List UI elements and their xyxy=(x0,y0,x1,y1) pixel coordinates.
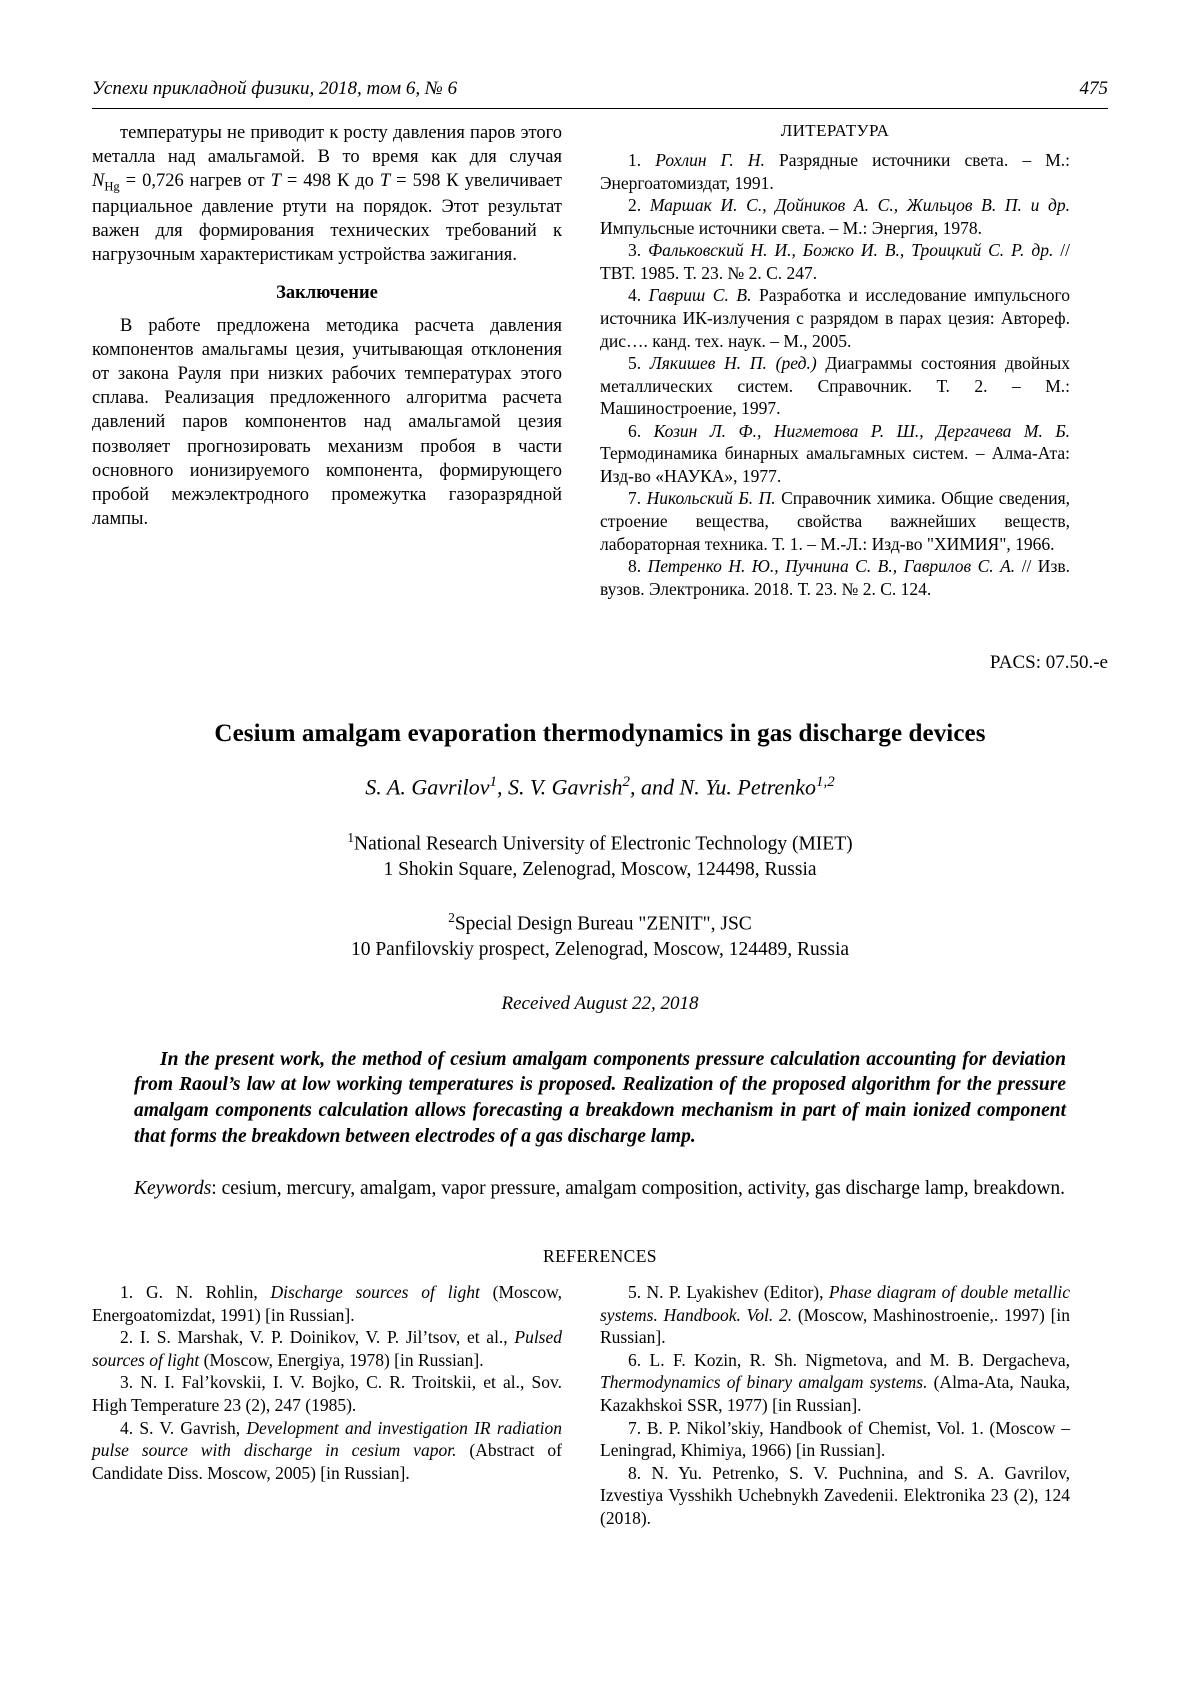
reference-number: 4. xyxy=(120,1417,134,1438)
reference-number: 7. xyxy=(628,488,642,509)
reference-number: 6. xyxy=(628,420,642,441)
reference-number: 3. xyxy=(120,1372,134,1393)
reference-item xyxy=(92,1281,562,1326)
reference-text: N. I. Fal’kovskii, I. V. Bojko, C. R. Troitskii, et al., Sov. High Temperature xyxy=(92,1372,562,1415)
reference-title: Thermodynamics of binary amalgam systems. xyxy=(600,1372,928,1393)
reference-item xyxy=(92,1371,562,1416)
reference-rest: // Изв. вузов. Электроника. 2018. Т. 23. № 2. С. 124. xyxy=(600,556,1070,599)
english-title: Cesium amalgam evaporation thermodynamics in gas discharge devices xyxy=(214,720,986,748)
reference-item xyxy=(600,1417,1070,1462)
reference-tail: (Moscow, Energiya, 1978) [in Russian]. xyxy=(199,1349,484,1370)
reference-text: N. P. Lyakishev (Editor), xyxy=(646,1282,829,1303)
reference-item xyxy=(600,194,1070,239)
reference-authors: Никольский Б. П. xyxy=(646,488,776,509)
english-references-left xyxy=(92,1281,562,1529)
reference-number: 2. xyxy=(120,1327,134,1348)
reference-title: Development and investigation IR radiation pulse source with discharge in cesium vapor. xyxy=(92,1417,563,1461)
body-paragraph-1: температуры не приводит к росту давления паров этого металла над амальгамой. В то время как для случая $N_{Hg} = 0,726$ нагрев от T = 498 К до T = 598 К увеличивает парциальное давление ртути на порядок. Этот результат важен для формирования технических требований к нагрузочным характеристикам устройства зажигания. xyxy=(92,123,563,266)
english-references xyxy=(92,1281,1108,1529)
keywords xyxy=(134,1176,1066,1202)
reference-item xyxy=(600,1349,1070,1417)
reference-rest: Разрядные источники света. – М.: Энергоатомиздат, 1991. xyxy=(600,150,1071,193)
left-column xyxy=(92,121,562,531)
references-heading-ru: ЛИТЕРАТУРА xyxy=(780,121,890,140)
reference-item xyxy=(600,1281,1070,1349)
reference-item xyxy=(92,1417,562,1485)
reference-rest: Справочник химика. Общие сведения, строение вещества, свойства важнейших веществ, лабораторная техника. Т. 1. – М.-Л.: Изд-во "ХИМИЯ", 1966. xyxy=(600,488,1071,554)
reference-item xyxy=(600,149,1070,194)
reference-number: 4. xyxy=(628,285,642,306)
reference-number: 8. xyxy=(628,556,642,577)
english-authors: S. A. Gavrilov$^1$, S. V. Gavrish$^2$, and N. Yu. Petrenko$^{1,2}$ xyxy=(365,774,835,800)
journal-reference: Успехи прикладной физики, 2018, том 6, № 6 xyxy=(92,78,458,99)
reference-tail: (Moscow, Mashinostroenie,. 1997) [in Russian]. xyxy=(600,1304,1071,1348)
reference-tail: (Abstract of Candidate Diss. Moscow, 2005) [in Russian]. xyxy=(92,1440,562,1483)
header-divider xyxy=(92,108,1108,109)
reference-title: Pulsed sources of light xyxy=(92,1327,563,1370)
reference-rest: Импульсные источники света. – М.: Энергия, 1978. xyxy=(600,217,982,238)
reference-item xyxy=(600,1462,1070,1530)
reference-authors: Рохлин Г. Н. xyxy=(655,150,765,170)
reference-number: 2. xyxy=(628,195,642,216)
reference-authors: Лякишев Н. П. (ред.) xyxy=(649,353,817,374)
reference-tail: 23 (2), 124 (2018). xyxy=(600,1485,1070,1528)
reference-number: 8. xyxy=(628,1462,642,1483)
page-number: 475 xyxy=(1079,78,1108,99)
affiliation-1-line-2: 1 Shokin Square, Zelenograd, Moscow, 124498, Russia xyxy=(383,858,817,880)
reference-item xyxy=(600,487,1070,555)
reference-title: Phase diagram of double metallic systems. Handbook. Vol. 2. xyxy=(600,1282,1070,1325)
reference-number: 5. xyxy=(628,353,642,374)
reference-tail: 23 (2), 247 (1985). xyxy=(223,1394,357,1415)
english-references-right xyxy=(600,1281,1070,1529)
reference-tail: (Moscow, Energoatomizdat, 1991) [in Russian]. xyxy=(92,1282,562,1325)
reference-authors: Фальковский Н. И., Божко И. В., Троицкий С. Р. др. xyxy=(648,240,1054,261)
reference-tail: (Alma-Ata, Nauka, Kazakhskoi SSR, 1977) [in Russian]. xyxy=(600,1372,1070,1415)
reference-item xyxy=(600,352,1070,420)
pacs-code: PACS: 07.50.-e xyxy=(989,652,1108,674)
reference-number: 1. xyxy=(628,150,642,170)
reference-rest: Разработка и исследование импульсного источника ИК-излучения с разрядом в парах цезия: Автореф. дис…. канд. тех. наук. – М., 2005. xyxy=(600,285,1070,351)
conclusion-heading: Заключение xyxy=(276,283,378,304)
references-heading-en: REFERENCES xyxy=(543,1246,657,1267)
affiliation-2: $^2$Special Design Bureau "ZENIT", JSC 10 Panfilovskiy prospect, Zelenograd, Moscow, 124489, Russia xyxy=(350,909,850,960)
reference-number: 6. xyxy=(628,1349,642,1370)
body-paragraph-2: В работе предложена методика расчета давления компонентов амальгамы цезия, учитывающая отклонения от закона Рауля при низких рабочих температурах этого сплава. Реализация предложенного алгоритма расчета давлений паров компонентов над амальгамой цезия позволяет прогнозировать механизм пробоя в части основного ионизируемого компонента, формирующего пробой межэлектродного промежутка газоразрядной лампы. xyxy=(92,316,562,529)
reference-text: N. Yu. Petrenko, S. V. Puchnina, and S. A. Gavrilov, Izvestiya Vysshikh Uchebnykh Zavedenii. Elektronika xyxy=(600,1462,1070,1506)
abstract: In the present work, the method of cesium amalgam components pressure calculation accounting for deviation from Raoul’s law at low working temperatures is proposed. Realization of the proposed algorithm for the pressure amalgam components calculation allows forecasting a breakdown mechanism in part of main ionized component that forms the breakdown between electrodes of a gas discharge lamp. xyxy=(134,1048,1066,1148)
reference-item xyxy=(600,420,1070,488)
affiliation-2-line-1: Special Design Bureau "ZENIT", JSC xyxy=(454,913,752,935)
reference-text: G. N. Rohlin, xyxy=(145,1282,271,1303)
reference-authors: Козин Л. Ф., Нигметова Р. Ш., Дергачева М. Б. xyxy=(653,420,1071,441)
affiliation-2-line-2: 10 Panfilovskiy prospect, Zelenograd, Moscow, 124489, Russia xyxy=(350,938,850,960)
reference-rest: Диаграммы состояния двойных металлических систем. Справочник. Т. 2. – М.: Машиностроение, 1997. xyxy=(600,353,1071,419)
reference-number: 1. xyxy=(120,1282,134,1303)
keywords-label: Keywords xyxy=(134,1178,212,1200)
reference-text: I. S. Marshak, V. P. Doinikov, V. P. Jil’tsov, et al., xyxy=(139,1327,515,1348)
reference-authors: Маршак И. С., Дойников А. С., Жильцов В. П. и др. xyxy=(649,195,1070,216)
reference-number: 3. xyxy=(628,240,642,261)
reference-authors: Гавриш С. В. xyxy=(648,285,752,306)
reference-text: S. V. Gavrish, xyxy=(139,1417,247,1438)
reference-rest: Термодинамика бинарных амальгамных систем. – Алма-Ата: Изд-во «НАУКА», 1977. xyxy=(600,443,1070,486)
affiliation-1-line-1: National Research University of Electronic Technology (MIET) xyxy=(354,833,853,855)
affiliation-1: $^1$National Research University of Electronic Technology (MIET) 1 Shokin Square, Zelenograd, Moscow, 124498, Russia xyxy=(347,829,853,880)
reference-item xyxy=(600,284,1070,352)
reference-item xyxy=(600,555,1070,600)
reference-title: Discharge sources of light xyxy=(270,1282,480,1303)
keywords-text: : cesium, mercury, amalgam, vapor pressure, amalgam composition, activity, gas discharge lamp, breakdown. xyxy=(211,1178,1066,1200)
reference-item xyxy=(600,239,1070,284)
two-column-body xyxy=(92,121,1108,600)
right-column xyxy=(600,121,1070,600)
reference-text: B. P. Nikol’skiy, Handbook of Chemist, Vol. 1. (Moscow – Leningrad, Khimiya, 1966) [in Russian]. xyxy=(600,1417,1071,1461)
received-date: Received August 22, 2018 xyxy=(501,992,699,1014)
reference-number: 5. xyxy=(628,1282,642,1303)
running-head xyxy=(92,78,1108,108)
reference-text: L. F. Kozin, R. Sh. Nigmetova, and M. B. Dergacheva, xyxy=(649,1349,1070,1370)
reference-item xyxy=(92,1326,562,1371)
reference-rest: // ТВТ. 1985. Т. 23. № 2. С. 247. xyxy=(600,240,1070,283)
reference-authors: Петренко Н. Ю., Пучнина С. В., Гаврилов С. А. xyxy=(647,556,1016,577)
reference-number: 7. xyxy=(628,1417,642,1438)
